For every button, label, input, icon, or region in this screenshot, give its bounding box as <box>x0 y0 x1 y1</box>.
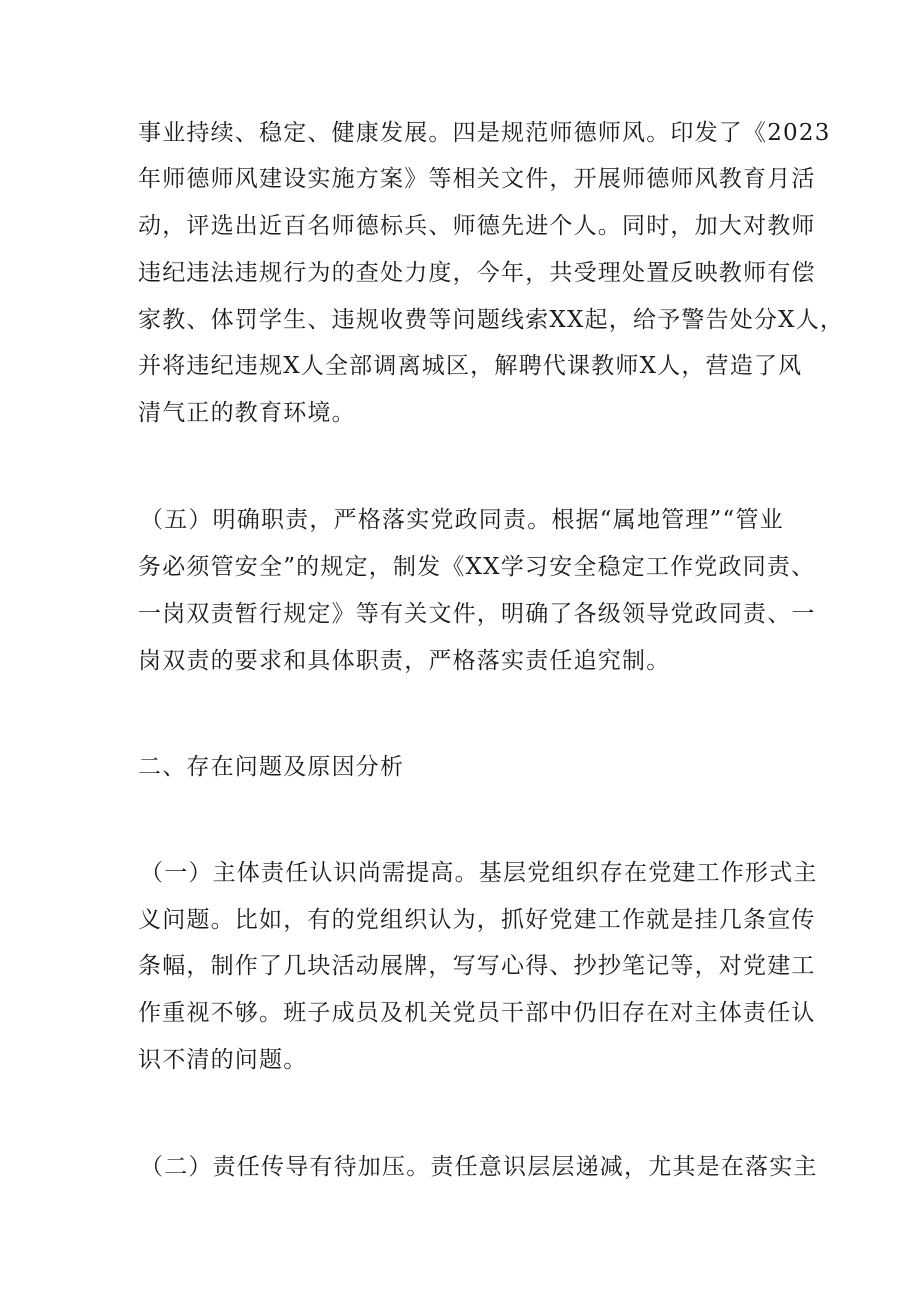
text-line: 条幅，制作了几块活动展牌，写写心得、抄抄笔记等，对党建工 <box>138 953 816 979</box>
text-line: （一）主体责任认识尚需提高。基层党组织存在党建工作形式主 <box>140 860 818 886</box>
text-line: 一岗双责暂行规定》等有关文件，明确了各级领导党政同责、一 <box>138 601 816 627</box>
text-line: 识不清的问题。 <box>138 1047 308 1073</box>
text-line: 义问题。比如，有的党组织认为，抓好党建工作就是挂几条宣传 <box>138 907 816 933</box>
text-line: 动，评选出近百名师德标兵、师德先进个人。同时，加大对教师 <box>138 213 816 239</box>
text-line: 年师德师风建设实施方案》等相关文件，开展师德师风教育月活 <box>138 166 816 192</box>
text-line: （五）明确职责，严格落实党政同责。根据“属地管理”“管业 <box>140 507 784 533</box>
text-line: 事业持续、稳定、健康发展。四是规范师德师风。印发了《2023 <box>138 120 831 146</box>
text-line: 家教、体罚学生、违规收费等问题线索XX起，给予警告处分X人， <box>138 307 845 333</box>
text-line: 违纪违法违规行为的查处力度，今年，共受理处置反映教师有偿 <box>138 260 816 286</box>
text-line: 务必须管安全”的规定，制发《XX学习安全稳定工作党政同责、 <box>138 554 816 580</box>
text-line: （二）责任传导有待加压。责任意识层层递减，尤其是在落实主 <box>140 1154 818 1180</box>
text-line: 岗双责的要求和具体职责，严格落实责任追究制。 <box>138 648 671 674</box>
text-line: 作重视不够。班子成员及机关党员干部中仍旧存在对主体责任认 <box>138 1000 816 1026</box>
text-line: 清气正的教育环境。 <box>138 400 356 426</box>
text-line: 并将违纪违规X人全部调离城区，解聘代课教师X人，营造了风 <box>138 353 803 379</box>
section-heading: 二、存在问题及原因分析 <box>138 754 405 780</box>
